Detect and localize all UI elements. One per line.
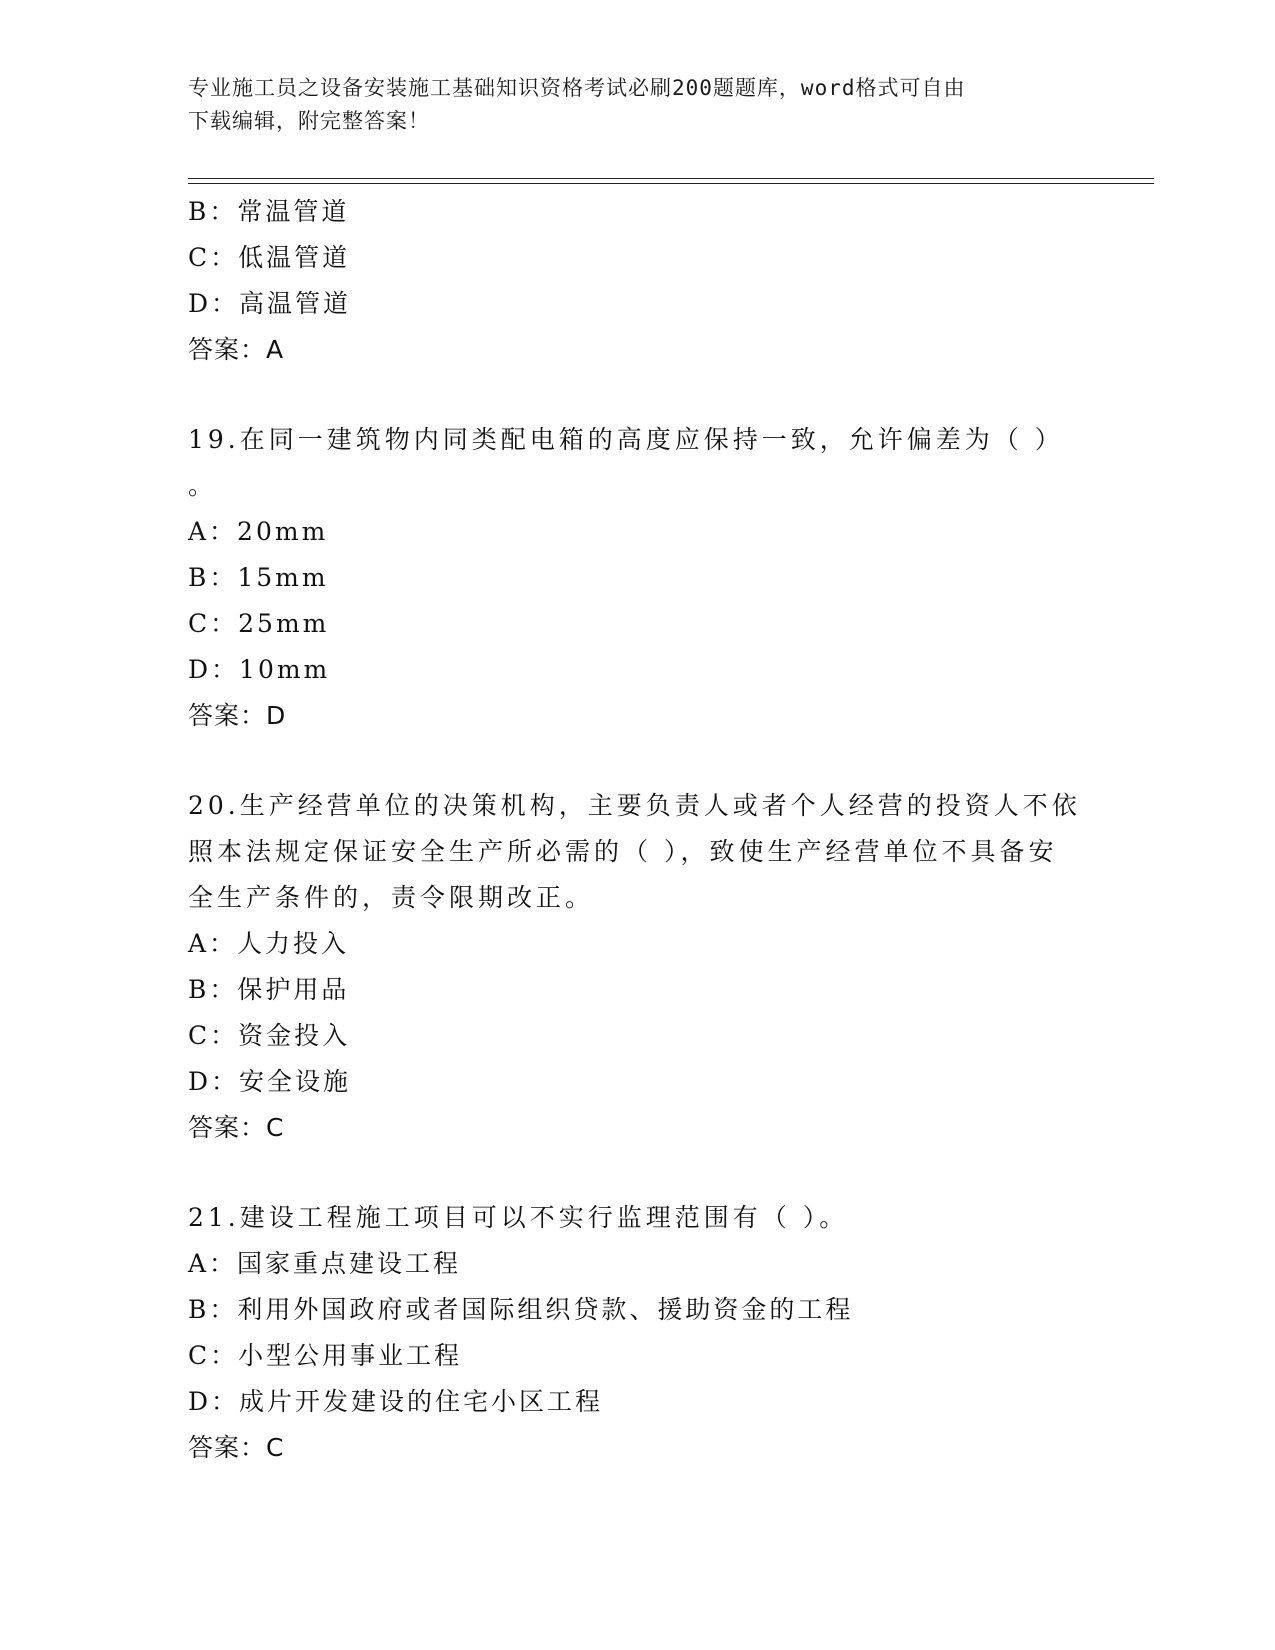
option-d: D：安全设施 xyxy=(188,1067,352,1096)
option-d: D：成片开发建设的住宅小区工程 xyxy=(188,1387,604,1416)
option-c: C：小型公用事业工程 xyxy=(188,1341,463,1370)
question-stem xyxy=(188,417,1088,509)
option-a: A：人力投入 xyxy=(188,929,350,958)
question-20 xyxy=(188,783,1088,1151)
question-stem xyxy=(188,783,1088,921)
question-18-continuation xyxy=(188,189,1088,373)
option-b: B：利用外国政府或者国际组织贷款、援助资金的工程 xyxy=(188,1295,854,1324)
stem-line: 全生产条件的，责令限期改正。 xyxy=(188,883,595,912)
option-d: D：高温管道 xyxy=(188,289,352,318)
option-a: A：20mm xyxy=(188,517,329,546)
spacer xyxy=(188,1151,1088,1195)
answer-line: 答案：C xyxy=(188,1113,285,1142)
header-line-1: 专业施工员之设备安装施工基础知识资格考试必刷200题题库，word格式可自由 xyxy=(188,76,966,100)
answer-line: 答案：A xyxy=(188,335,285,364)
option-b: B：保护用品 xyxy=(188,975,350,1004)
option-b: B：常温管道 xyxy=(188,197,350,226)
question-21 xyxy=(188,1195,1088,1471)
stem-line: 照本法规定保证安全生产所必需的（ ），致使生产经营单位不具备安 xyxy=(188,837,1058,866)
option-a: A：国家重点建设工程 xyxy=(188,1249,462,1278)
stem-line: 。 xyxy=(188,471,218,500)
header-line-2: 下载编辑，附完整答案！ xyxy=(188,109,430,133)
stem-line: 20.生产经营单位的决策机构，主要负责人或者个人经营的投资人不依 xyxy=(188,791,1081,820)
answer-line: 答案：D xyxy=(188,701,287,730)
header-rule-top xyxy=(188,178,1154,179)
option-c: C：25mm xyxy=(188,609,330,638)
header-rule-bottom xyxy=(188,183,1154,184)
stem-line: 19.在同一建筑物内同类配电箱的高度应保持一致，允许偏差为（ ） xyxy=(188,425,1064,454)
answer-line: 答案：C xyxy=(188,1433,285,1462)
question-19 xyxy=(188,417,1088,739)
option-c: C：低温管道 xyxy=(188,243,351,272)
question-list xyxy=(188,189,1088,1471)
document-header xyxy=(188,72,1088,138)
option-d: D：10mm xyxy=(188,655,331,684)
stem-line: 21.建设工程施工项目可以不实行监理范围有（ ）。 xyxy=(188,1203,849,1232)
option-b: B：15mm xyxy=(188,563,329,592)
option-c: C：资金投入 xyxy=(188,1021,351,1050)
spacer xyxy=(188,739,1088,783)
spacer xyxy=(188,373,1088,417)
question-stem xyxy=(188,1195,1088,1241)
